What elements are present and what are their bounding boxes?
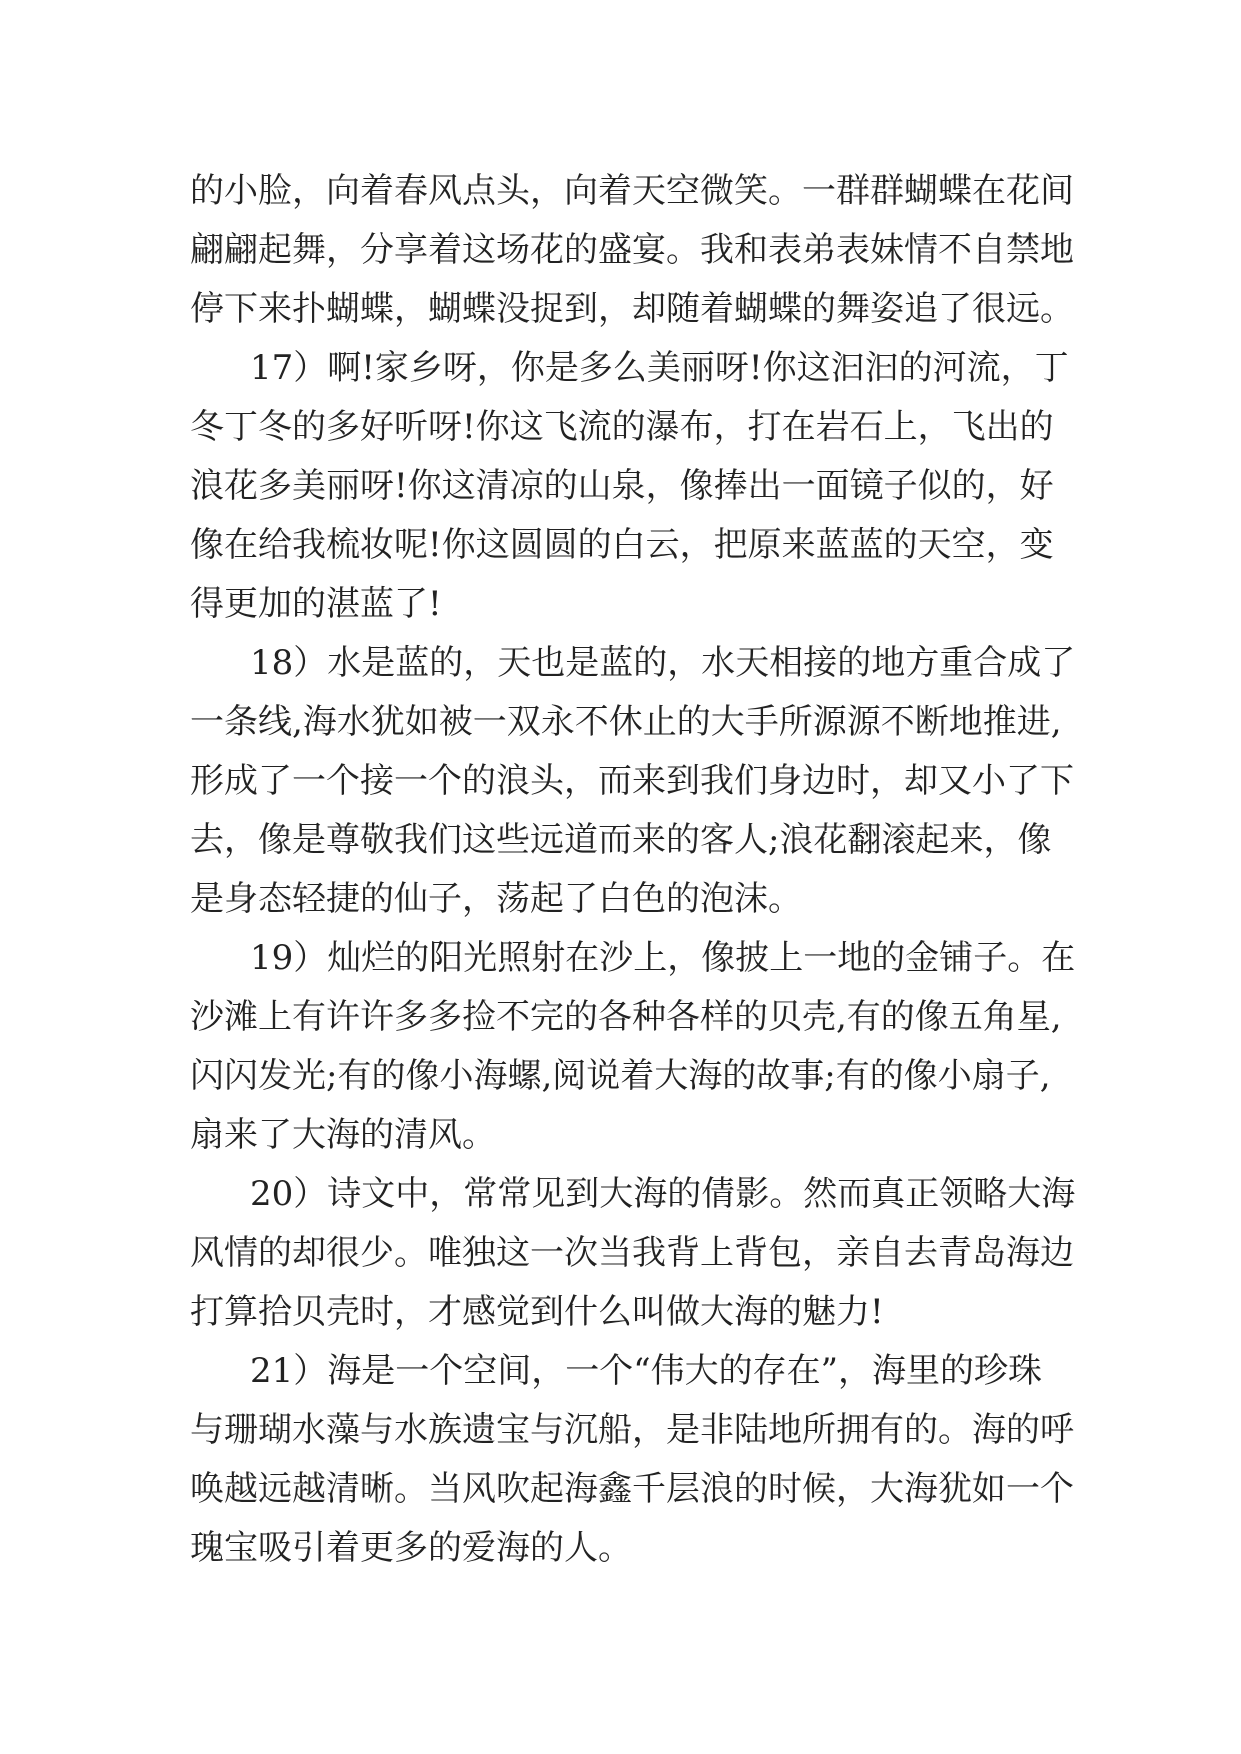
document-body [190, 162, 1076, 1578]
text-line: 闪闪发光;有的像小海螺,阅说着大海的故事;有的像小扇子, [190, 1056, 1051, 1096]
text-line: 去，像是尊敬我们这些远道而来的客人;浪花翻滚起来，像 [190, 820, 1052, 860]
text-line: 扇来了大海的清风。 [190, 1115, 496, 1155]
paragraph-19-start: 19）灿烂的阳光照射在沙上，像披上一地的金铺子。在 [250, 938, 1076, 978]
text-line: 风情的却很少。唯独这一次当我背上背包，亲自去青岛海边 [190, 1233, 1074, 1273]
text-line: 冬丁冬的多好听呀!你这飞流的瀑布，打在岩石上，飞出的 [190, 407, 1054, 447]
text-line: 唤越远越清晰。当风吹起海鑫千层浪的时候，大海犹如一个 [190, 1469, 1074, 1509]
text-line: 像在给我梳妆呢!你这圆圆的白云，把原来蓝蓝的天空，变 [190, 525, 1054, 565]
text-line: 打算拾贝壳时，才感觉到什么叫做大海的魅力! [190, 1292, 884, 1332]
text-line: 沙滩上有许许多多捡不完的各种各样的贝壳,有的像五角星, [190, 997, 1062, 1037]
text-line: 一条线,海水犹如被一双永不休止的大手所源源不断地推进, [190, 702, 1062, 742]
paragraph-20-start: 20）诗文中，常常见到大海的倩影。然而真正领略大海 [250, 1174, 1076, 1214]
text-line: 停下来扑蝴蝶，蝴蝶没捉到，却随着蝴蝶的舞姿追了很远。 [190, 289, 1074, 329]
paragraph-17-start: 17）啊!家乡呀，你是多么美丽呀!你这汩汩的河流，丁 [250, 348, 1069, 388]
paragraph-18-start: 18）水是蓝的，天也是蓝的，水天相接的地方重合成了 [250, 643, 1076, 683]
text-line: 形成了一个接一个的浪头，而来到我们身边时，却又小了下 [190, 761, 1074, 801]
text-line: 翩翩起舞，分享着这场花的盛宴。我和表弟表妹情不自禁地 [190, 230, 1074, 270]
text-line: 的小脸，向着春风点头，向着天空微笑。一群群蝴蝶在花间 [190, 171, 1074, 211]
text-line: 浪花多美丽呀!你这清凉的山泉，像捧出一面镜子似的，好 [190, 466, 1054, 506]
paragraph-21-start: 21）海是一个空间，一个“伟大的存在”，海里的珍珠 [250, 1351, 1043, 1391]
text-line: 是身态轻捷的仙子，荡起了白色的泡沫。 [190, 879, 802, 919]
text-line: 得更加的湛蓝了! [190, 584, 442, 624]
text-line: 瑰宝吸引着更多的爱海的人。 [190, 1528, 632, 1568]
text-line: 与珊瑚水藻与水族遗宝与沉船，是非陆地所拥有的。海的呼 [190, 1410, 1074, 1450]
